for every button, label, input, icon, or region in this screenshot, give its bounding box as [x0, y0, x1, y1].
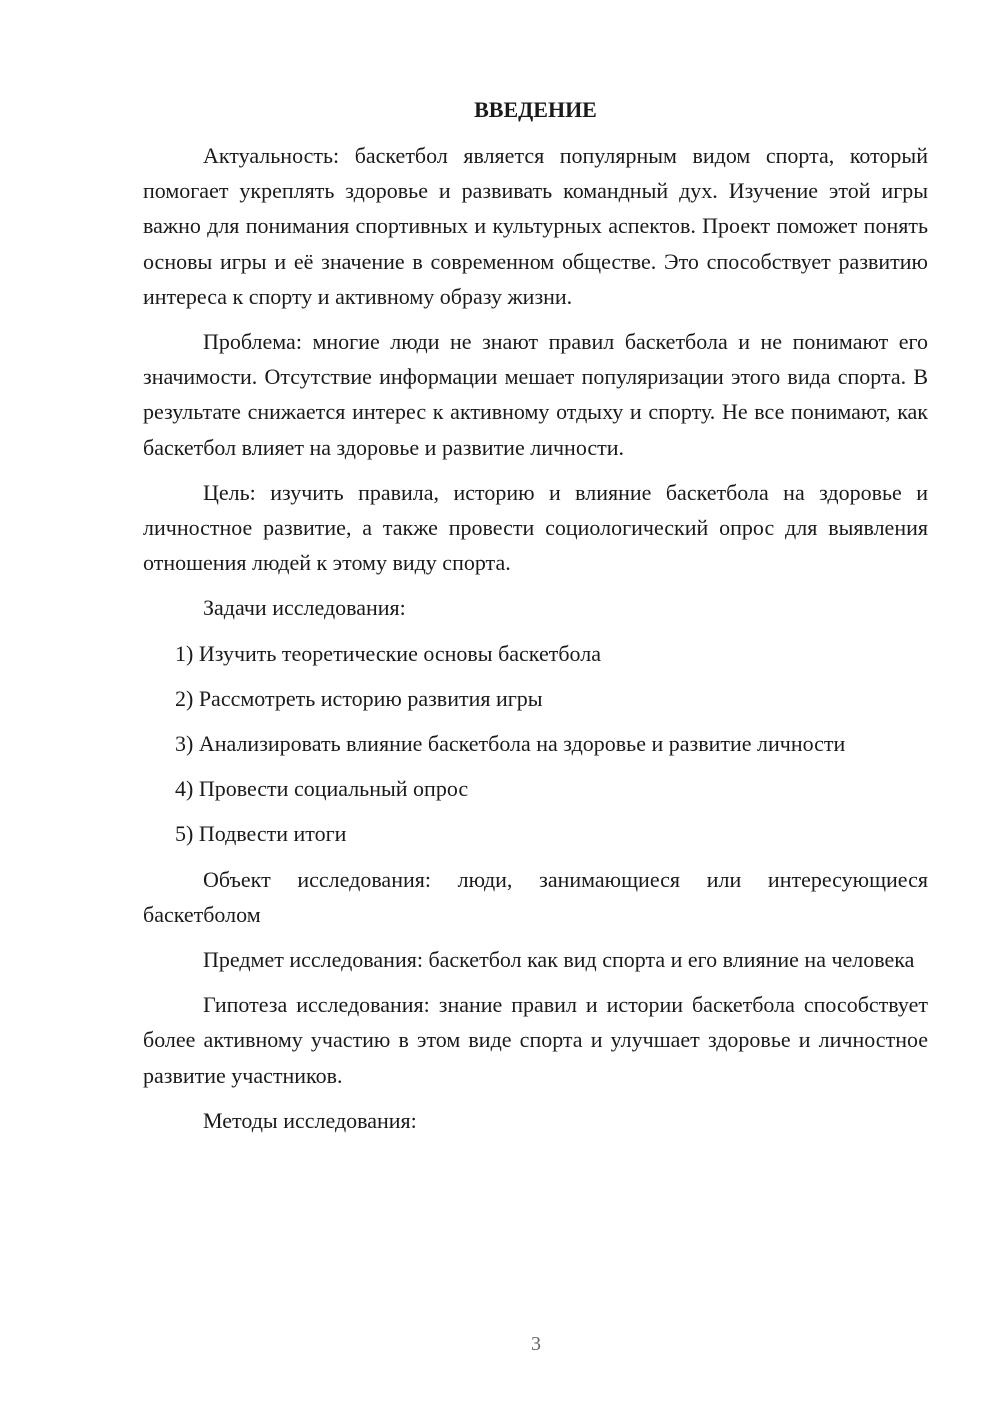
task-item-1: 1) Изучить теоретические основы баскетбола	[175, 640, 601, 666]
task-item-3: 3) Анализировать влияние баскетбола на здоровье и развитие личности	[175, 731, 846, 757]
page-number: 3	[531, 1333, 541, 1355]
subject-paragraph: Предмет исследования: баскетбол как вид спорта и его влияние на человека	[203, 947, 915, 973]
goal-paragraph: Цель: изучить правила, историю и влияние баскетбола на здоровье и личностное развитие, а также провести социологический опрос для выявления отношения людей к этому виду спорта.	[143, 479, 928, 576]
problem-paragraph: Проблема: многие люди не знают правил баскетбола и не понимают его значимости. Отсутствие информации мешает популяризации этого вида спорта. В результате снижается интерес к активному отдыху и спорту. Не все понимают, как баскетбол влияет на здоровье и развитие личности.	[143, 329, 928, 460]
task-item-5: 5) Подвести итоги	[175, 821, 347, 847]
hypothesis-paragraph: Гипотеза исследования: знание правил и истории баскетбола способствует более активному участию в этом виде спорта и улучшает здоровье и личностное развитие участников.	[143, 992, 928, 1088]
document-page	[143, 92, 928, 1138]
methods-paragraph: Методы исследования:	[203, 1107, 417, 1133]
task-item-4: 4) Провести социальный опрос	[175, 776, 469, 802]
task-item-2: 2) Рассмотреть историю развития игры	[175, 685, 543, 711]
tasks-heading: Задачи исследования:	[203, 595, 406, 621]
relevance-paragraph: Актуальность: баскетбол является популярным видом спорта, который помогает укреплять здоровье и развивать командный дух. Изучение этой игры важно для понимания спортивных и культурных аспектов. Проект поможет понять основы игры и её значение в современном обществе. Это способствует развитию интереса к спорту и активному образу жизни.	[143, 143, 928, 309]
page-title: ВВЕДЕНИЕ	[474, 97, 597, 122]
object-paragraph: Объект исследования: люди, занимающиеся или интересующиеся баскетболом	[143, 866, 928, 927]
